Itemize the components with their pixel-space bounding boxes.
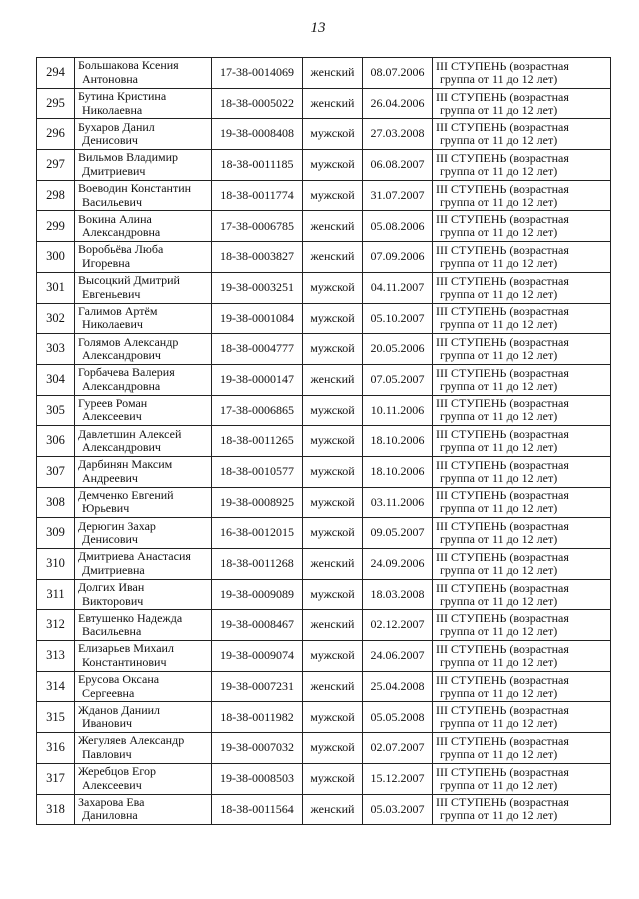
- full-name-cell: [75, 426, 212, 457]
- row-number-cell: 314: [37, 671, 75, 702]
- gender-cell: мужской: [303, 180, 363, 211]
- full-name-cell: [75, 180, 212, 211]
- age-group-cell: [433, 549, 611, 580]
- gender-cell: мужской: [303, 395, 363, 426]
- surname-name: Бутина Кристина: [78, 89, 167, 104]
- table-row: [37, 242, 611, 273]
- gender-cell: женский: [303, 549, 363, 580]
- full-name-cell: [75, 395, 212, 426]
- participant-id-cell: 18-38-0011774: [212, 180, 303, 211]
- table-row: [37, 549, 611, 580]
- participant-id-cell: 19-38-0009074: [212, 641, 303, 672]
- gender-cell: мужской: [303, 334, 363, 365]
- participant-id-cell: 17-38-0006865: [212, 395, 303, 426]
- age-group-cell: [433, 579, 611, 610]
- participant-id-cell: 19-38-0008925: [212, 487, 303, 518]
- participant-id-cell: 17-38-0006785: [212, 211, 303, 242]
- row-number-cell: 294: [37, 58, 75, 89]
- table-row: [37, 702, 611, 733]
- participant-id-cell: 16-38-0012015: [212, 518, 303, 549]
- age-group-cell: [433, 180, 611, 211]
- age-range-label: группа от 11 до 12 лет): [440, 501, 558, 516]
- age-range-label: группа от 11 до 12 лет): [440, 593, 558, 608]
- full-name-cell: [75, 794, 212, 825]
- patronymic: Денисович: [82, 532, 138, 547]
- age-group-cell: [433, 641, 611, 672]
- full-name-cell: [75, 456, 212, 487]
- birth-date-cell: 08.07.2006: [363, 58, 433, 89]
- stage-label: III СТУПЕНЬ (возрастная: [436, 365, 569, 380]
- participant-id-cell: 19-38-0008408: [212, 119, 303, 150]
- age-group-cell: [433, 487, 611, 518]
- surname-name: Ерусова Оксана: [78, 672, 160, 687]
- stage-label: III СТУПЕНЬ (возрастная: [436, 703, 569, 718]
- full-name-cell: [75, 58, 212, 89]
- surname-name: Вокина Алина: [78, 211, 152, 226]
- stage-label: III СТУПЕНЬ (возрастная: [436, 181, 569, 196]
- table-row: [37, 487, 611, 518]
- row-number-cell: 303: [37, 334, 75, 365]
- gender-cell: женский: [303, 242, 363, 273]
- birth-date-cell: 31.07.2007: [363, 180, 433, 211]
- row-number-cell: 315: [37, 702, 75, 733]
- surname-name: Демченко Евгений: [78, 487, 174, 502]
- age-group-cell: [433, 702, 611, 733]
- age-range-label: группа от 11 до 12 лет): [440, 286, 558, 301]
- participant-id-cell: 19-38-0000147: [212, 364, 303, 395]
- row-number-cell: 316: [37, 733, 75, 764]
- stage-label: III СТУПЕНЬ (возрастная: [436, 304, 569, 319]
- full-name-cell: [75, 702, 212, 733]
- participant-id-cell: 19-38-0007231: [212, 671, 303, 702]
- birth-date-cell: 05.08.2006: [363, 211, 433, 242]
- surname-name: Дерюгин Захар: [78, 518, 156, 533]
- gender-cell: мужской: [303, 119, 363, 150]
- patronymic: Дмитриевна: [82, 562, 145, 577]
- table-row: [37, 763, 611, 794]
- participant-id-cell: 18-38-0004777: [212, 334, 303, 365]
- full-name-cell: [75, 549, 212, 580]
- age-range-label: группа от 11 до 12 лет): [440, 225, 558, 240]
- gender-cell: мужской: [303, 150, 363, 181]
- full-name-cell: [75, 334, 212, 365]
- table-row: [37, 150, 611, 181]
- patronymic: Александрович: [82, 348, 161, 363]
- age-range-label: группа от 11 до 12 лет): [440, 532, 558, 547]
- participant-id-cell: 18-38-0010577: [212, 456, 303, 487]
- gender-cell: женский: [303, 58, 363, 89]
- row-number-cell: 305: [37, 395, 75, 426]
- surname-name: Давлетшин Алексей: [78, 426, 182, 441]
- participant-id-cell: 18-38-0011268: [212, 549, 303, 580]
- page-number: 13: [310, 20, 326, 36]
- surname-name: Воробьёва Люба: [78, 242, 164, 257]
- full-name-cell: [75, 150, 212, 181]
- table-row: [37, 88, 611, 119]
- age-group-cell: [433, 794, 611, 825]
- participant-id-cell: 18-38-0011564: [212, 794, 303, 825]
- age-group-cell: [433, 58, 611, 89]
- gender-cell: мужской: [303, 733, 363, 764]
- stage-label: III СТУПЕНЬ (возрастная: [436, 427, 569, 442]
- patronymic: Викторович: [82, 593, 144, 608]
- gender-cell: женский: [303, 88, 363, 119]
- participant-id-cell: 19-38-0009089: [212, 579, 303, 610]
- birth-date-cell: 02.07.2007: [363, 733, 433, 764]
- surname-name: Высоцкий Дмитрий: [78, 273, 180, 288]
- birth-date-cell: 15.12.2007: [363, 763, 433, 794]
- full-name-cell: [75, 671, 212, 702]
- table-row: [37, 794, 611, 825]
- birth-date-cell: 02.12.2007: [363, 610, 433, 641]
- surname-name: Бухаров Данил: [78, 119, 155, 134]
- stage-label: III СТУПЕНЬ (возрастная: [436, 242, 569, 257]
- full-name-cell: [75, 211, 212, 242]
- stage-label: III СТУПЕНЬ (возрастная: [436, 488, 569, 503]
- row-number-cell: 318: [37, 794, 75, 825]
- age-range-label: группа от 11 до 12 лет): [440, 685, 558, 700]
- stage-label: III СТУПЕНЬ (возрастная: [436, 733, 569, 748]
- table-row: [37, 119, 611, 150]
- stage-label: III СТУПЕНЬ (возрастная: [436, 641, 569, 656]
- row-number-cell: 307: [37, 456, 75, 487]
- age-range-label: группа от 11 до 12 лет): [440, 102, 558, 117]
- surname-name: Жегуляев Александр: [78, 733, 185, 748]
- birth-date-cell: 18.03.2008: [363, 579, 433, 610]
- age-range-label: группа от 11 до 12 лет): [440, 194, 558, 209]
- gender-cell: женский: [303, 364, 363, 395]
- gender-cell: женский: [303, 671, 363, 702]
- full-name-cell: [75, 272, 212, 303]
- patronymic: Константинович: [82, 654, 167, 669]
- birth-date-cell: 24.06.2007: [363, 641, 433, 672]
- participant-id-cell: 18-38-0003827: [212, 242, 303, 273]
- patronymic: Алексеевич: [82, 777, 142, 792]
- full-name-cell: [75, 242, 212, 273]
- table-row: [37, 180, 611, 211]
- full-name-cell: [75, 88, 212, 119]
- table-row: [37, 610, 611, 641]
- participant-id-cell: 18-38-0011982: [212, 702, 303, 733]
- full-name-cell: [75, 518, 212, 549]
- age-group-cell: [433, 272, 611, 303]
- birth-date-cell: 24.09.2006: [363, 549, 433, 580]
- birth-date-cell: 20.05.2006: [363, 334, 433, 365]
- row-number-cell: 302: [37, 303, 75, 334]
- age-group-cell: [433, 763, 611, 794]
- surname-name: Большакова Ксения: [78, 58, 179, 73]
- surname-name: Долгих Иван: [78, 580, 145, 595]
- row-number-cell: 306: [37, 426, 75, 457]
- surname-name: Горбачева Валерия: [78, 365, 175, 380]
- patronymic: Александровна: [82, 378, 161, 393]
- surname-name: Дмитриева Анастасия: [78, 549, 191, 564]
- gender-cell: мужской: [303, 487, 363, 518]
- row-number-cell: 304: [37, 364, 75, 395]
- birth-date-cell: 18.10.2006: [363, 426, 433, 457]
- patronymic: Васильевич: [82, 194, 142, 209]
- age-range-label: группа от 11 до 12 лет): [440, 133, 558, 148]
- stage-label: III СТУПЕНЬ (возрастная: [436, 212, 569, 227]
- birth-date-cell: 09.05.2007: [363, 518, 433, 549]
- stage-label: III СТУПЕНЬ (возрастная: [436, 150, 569, 165]
- age-range-label: группа от 11 до 12 лет): [440, 409, 558, 424]
- row-number-cell: 309: [37, 518, 75, 549]
- age-group-cell: [433, 88, 611, 119]
- participant-id-cell: 18-38-0011185: [212, 150, 303, 181]
- age-group-cell: [433, 426, 611, 457]
- age-group-cell: [433, 119, 611, 150]
- stage-label: III СТУПЕНЬ (возрастная: [436, 795, 569, 810]
- gender-cell: мужской: [303, 763, 363, 794]
- age-range-label: группа от 11 до 12 лет): [440, 654, 558, 669]
- patronymic: Сергеевна: [82, 685, 135, 700]
- stage-label: III СТУПЕНЬ (возрастная: [436, 580, 569, 595]
- birth-date-cell: 25.04.2008: [363, 671, 433, 702]
- table-row: [37, 272, 611, 303]
- participant-id-cell: 19-38-0003251: [212, 272, 303, 303]
- full-name-cell: [75, 610, 212, 641]
- age-group-cell: [433, 518, 611, 549]
- surname-name: Евтушенко Надежда: [78, 610, 183, 625]
- table-row: [37, 364, 611, 395]
- full-name-cell: [75, 579, 212, 610]
- age-group-cell: [433, 610, 611, 641]
- participant-id-cell: 19-38-0008503: [212, 763, 303, 794]
- table-row: [37, 733, 611, 764]
- table-row: [37, 211, 611, 242]
- age-range-label: группа от 11 до 12 лет): [440, 746, 558, 761]
- row-number-cell: 313: [37, 641, 75, 672]
- stage-label: III СТУПЕНЬ (возрастная: [436, 611, 569, 626]
- row-number-cell: 301: [37, 272, 75, 303]
- age-group-cell: [433, 671, 611, 702]
- gender-cell: мужской: [303, 303, 363, 334]
- patronymic: Юрьевич: [82, 501, 130, 516]
- table-row: [37, 518, 611, 549]
- gender-cell: женский: [303, 610, 363, 641]
- stage-label: III СТУПЕНЬ (возрастная: [436, 396, 569, 411]
- table-row: [37, 579, 611, 610]
- age-range-label: группа от 11 до 12 лет): [440, 255, 558, 270]
- age-group-cell: [433, 395, 611, 426]
- row-number-cell: 312: [37, 610, 75, 641]
- patronymic: Игоревна: [82, 255, 131, 270]
- stage-label: III СТУПЕНЬ (возрастная: [436, 58, 569, 73]
- birth-date-cell: 26.04.2006: [363, 88, 433, 119]
- row-number-cell: 317: [37, 763, 75, 794]
- birth-date-cell: 05.10.2007: [363, 303, 433, 334]
- patronymic: Денисович: [82, 133, 138, 148]
- participant-id-cell: 19-38-0007032: [212, 733, 303, 764]
- age-group-cell: [433, 303, 611, 334]
- patronymic: Александрович: [82, 440, 161, 455]
- stage-label: III СТУПЕНЬ (возрастная: [436, 120, 569, 135]
- table-row: [37, 303, 611, 334]
- table-row: [37, 58, 611, 89]
- surname-name: Гуреев Роман: [78, 395, 148, 410]
- birth-date-cell: 07.05.2007: [363, 364, 433, 395]
- birth-date-cell: 18.10.2006: [363, 456, 433, 487]
- birth-date-cell: 05.05.2008: [363, 702, 433, 733]
- gender-cell: женский: [303, 211, 363, 242]
- surname-name: Дарбинян Максим: [78, 457, 173, 472]
- full-name-cell: [75, 487, 212, 518]
- birth-date-cell: 27.03.2008: [363, 119, 433, 150]
- participant-id-cell: 18-38-0011265: [212, 426, 303, 457]
- gender-cell: мужской: [303, 702, 363, 733]
- age-range-label: группа от 11 до 12 лет): [440, 317, 558, 332]
- age-range-label: группа от 11 до 12 лет): [440, 624, 558, 639]
- gender-cell: женский: [303, 794, 363, 825]
- gender-cell: мужской: [303, 518, 363, 549]
- age-group-cell: [433, 733, 611, 764]
- patronymic: Николаевна: [82, 102, 143, 117]
- row-number-cell: 298: [37, 180, 75, 211]
- full-name-cell: [75, 733, 212, 764]
- row-number-cell: 311: [37, 579, 75, 610]
- full-name-cell: [75, 763, 212, 794]
- surname-name: Вильмов Владимир: [78, 150, 179, 165]
- row-number-cell: 310: [37, 549, 75, 580]
- stage-label: III СТУПЕНЬ (возрастная: [436, 457, 569, 472]
- table-row: [37, 426, 611, 457]
- surname-name: Елизарьев Михаил: [78, 641, 174, 656]
- participants-table-body: [37, 58, 611, 825]
- patronymic: Антоновна: [82, 71, 139, 86]
- participant-id-cell: 17-38-0014069: [212, 58, 303, 89]
- gender-cell: мужской: [303, 426, 363, 457]
- table-row: [37, 395, 611, 426]
- gender-cell: мужской: [303, 641, 363, 672]
- stage-label: III СТУПЕНЬ (возрастная: [436, 549, 569, 564]
- birth-date-cell: 04.11.2007: [363, 272, 433, 303]
- age-range-label: группа от 11 до 12 лет): [440, 808, 558, 823]
- patronymic: Евгеньевич: [82, 286, 141, 301]
- patronymic: Александровна: [82, 225, 161, 240]
- age-range-label: группа от 11 до 12 лет): [440, 470, 558, 485]
- table-row: [37, 334, 611, 365]
- surname-name: Захарова Ева: [78, 794, 145, 809]
- patronymic: Николаевич: [82, 317, 143, 332]
- age-group-cell: [433, 211, 611, 242]
- surname-name: Воеводин Константин: [78, 181, 192, 196]
- row-number-cell: 297: [37, 150, 75, 181]
- participant-id-cell: 18-38-0005022: [212, 88, 303, 119]
- patronymic: Дмитриевич: [82, 163, 146, 178]
- age-range-label: группа от 11 до 12 лет): [440, 777, 558, 792]
- gender-cell: мужской: [303, 456, 363, 487]
- surname-name: Жданов Даниил: [78, 702, 161, 717]
- full-name-cell: [75, 303, 212, 334]
- stage-label: III СТУПЕНЬ (возрастная: [436, 273, 569, 288]
- stage-label: III СТУПЕНЬ (возрастная: [436, 764, 569, 779]
- table-row: [37, 641, 611, 672]
- age-range-label: группа от 11 до 12 лет): [440, 440, 558, 455]
- row-number-cell: 295: [37, 88, 75, 119]
- patronymic: Алексеевич: [82, 409, 142, 424]
- age-group-cell: [433, 334, 611, 365]
- surname-name: Голямов Александр: [78, 334, 179, 349]
- full-name-cell: [75, 364, 212, 395]
- birth-date-cell: 10.11.2006: [363, 395, 433, 426]
- participant-id-cell: 19-38-0001084: [212, 303, 303, 334]
- stage-label: III СТУПЕНЬ (возрастная: [436, 335, 569, 350]
- age-group-cell: [433, 242, 611, 273]
- participant-id-cell: 19-38-0008467: [212, 610, 303, 641]
- age-range-label: группа от 11 до 12 лет): [440, 71, 558, 86]
- patronymic: Иванович: [82, 716, 133, 731]
- patronymic: Васильевна: [82, 624, 142, 639]
- row-number-cell: 296: [37, 119, 75, 150]
- participants-table: [36, 57, 611, 825]
- gender-cell: мужской: [303, 579, 363, 610]
- patronymic: Павлович: [82, 746, 132, 761]
- birth-date-cell: 06.08.2007: [363, 150, 433, 181]
- row-number-cell: 299: [37, 211, 75, 242]
- age-range-label: группа от 11 до 12 лет): [440, 562, 558, 577]
- stage-label: III СТУПЕНЬ (возрастная: [436, 89, 569, 104]
- gender-cell: мужской: [303, 272, 363, 303]
- full-name-cell: [75, 641, 212, 672]
- stage-label: III СТУПЕНЬ (возрастная: [436, 672, 569, 687]
- row-number-cell: 300: [37, 242, 75, 273]
- row-number-cell: 308: [37, 487, 75, 518]
- birth-date-cell: 07.09.2006: [363, 242, 433, 273]
- stage-label: III СТУПЕНЬ (возрастная: [436, 519, 569, 534]
- patronymic: Андреевич: [82, 470, 138, 485]
- age-group-cell: [433, 364, 611, 395]
- age-group-cell: [433, 456, 611, 487]
- full-name-cell: [75, 119, 212, 150]
- age-range-label: группа от 11 до 12 лет): [440, 716, 558, 731]
- surname-name: Галимов Артём: [78, 303, 158, 318]
- table-row: [37, 671, 611, 702]
- patronymic: Даниловна: [82, 808, 138, 823]
- age-group-cell: [433, 150, 611, 181]
- age-range-label: группа от 11 до 12 лет): [440, 348, 558, 363]
- surname-name: Жеребцов Егор: [78, 764, 156, 779]
- table-row: [37, 456, 611, 487]
- age-range-label: группа от 11 до 12 лет): [440, 163, 558, 178]
- birth-date-cell: 03.11.2006: [363, 487, 433, 518]
- birth-date-cell: 05.03.2007: [363, 794, 433, 825]
- age-range-label: группа от 11 до 12 лет): [440, 378, 558, 393]
